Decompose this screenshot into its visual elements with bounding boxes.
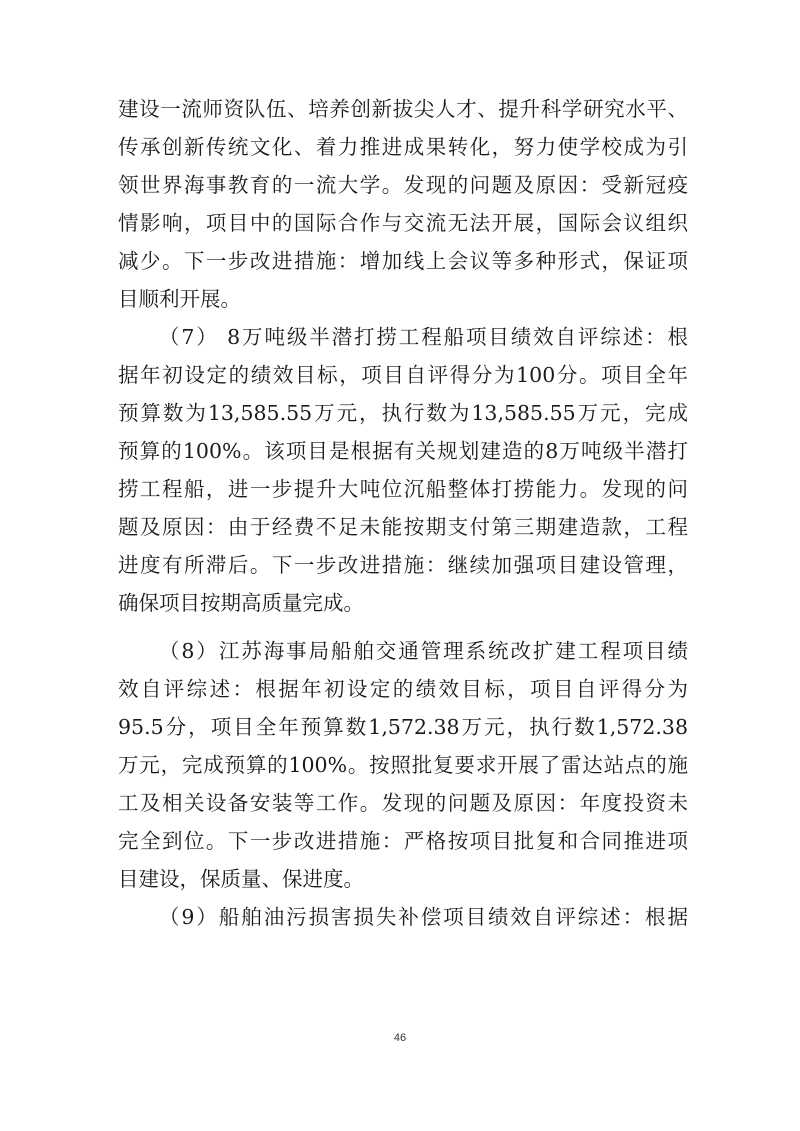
text-line: 减少。下一步改进措施：增加线上会议等多种形式，保证项 (118, 249, 688, 273)
paragraph-item-9 (118, 898, 688, 936)
text-line: 预算数为13,585.55万元，执行数为13,585.55万元，完成 (118, 401, 688, 425)
text-line: 据年初设定的绩效目标，项目自评得分为100分。项目全年 (118, 363, 688, 387)
paragraph-spacing (118, 622, 688, 632)
text-line: 工及相关设备安装等工作。发现的问题及原因：年度投资未 (118, 791, 688, 815)
text-line: 确保项目按期高质量完成。 (118, 591, 364, 615)
paragraph-item-8 (118, 632, 688, 898)
text-line: （9）船舶油污损害损失补偿项目绩效自评综述：根据 (159, 905, 688, 929)
text-line: 95.5分，项目全年预算数1,572.38万元，执行数1,572.38 (118, 715, 688, 739)
text-line: （7） 8万吨级半潜打捞工程船项目绩效自评综述：根 (159, 325, 688, 349)
text-line: 万元，完成预算的100%。按照批复要求开展了雷达站点的施 (118, 753, 688, 777)
text-line: 情影响，项目中的国际合作与交流无法开展，国际会议组织 (118, 211, 688, 235)
text-line: 题及原因：由于经费不足未能按期支付第三期建造款，工程 (118, 515, 688, 539)
text-line: 目建设，保质量、保进度。 (118, 867, 364, 891)
text-line: 领世界海事教育的一流大学。发现的问题及原因：受新冠疫 (118, 173, 688, 197)
text-line: 预算的100%。该项目是根据有关规划建造的8万吨级半潜打 (118, 439, 688, 463)
text-line: 完全到位。下一步改进措施：严格按项目批复和合同推进项 (118, 829, 688, 853)
text-line: （8）江苏海事局船舶交通管理系统改扩建工程项目绩 (159, 639, 688, 663)
text-line: 目顺利开展。 (118, 287, 241, 311)
paragraph-item-7 (118, 318, 688, 622)
paragraph-continuation (118, 90, 688, 318)
text-line: 效自评综述：根据年初设定的绩效目标，项目自评得分为 (118, 677, 688, 701)
page-number: 46 (393, 1032, 407, 1044)
text-line: 进度有所滞后。下一步改进措施：继续加强项目建设管理， (118, 553, 688, 577)
text-line: 建设一流师资队伍、培养创新拔尖人才、提升科学研究水平、 (118, 97, 688, 121)
text-line: 捞工程船，进一步提升大吨位沉船整体打捞能力。发现的问 (118, 477, 688, 501)
document-body (118, 90, 688, 936)
text-line: 传承创新传统文化、着力推进成果转化，努力使学校成为引 (118, 135, 688, 159)
